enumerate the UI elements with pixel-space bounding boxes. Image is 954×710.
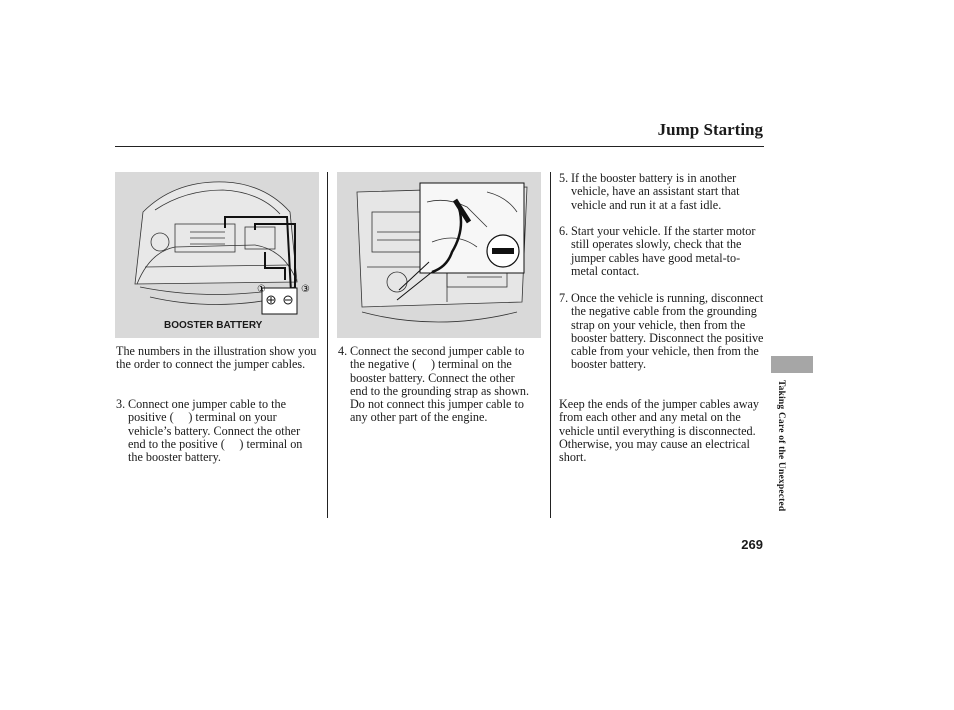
step-4 xyxy=(338,345,534,425)
page-title: Jump Starting xyxy=(657,120,763,139)
step-5-text: If the booster battery is in another vehicle, have an assistant start that vehicle and run it at a fast idle. xyxy=(571,171,740,212)
grounding-strap-drawing xyxy=(337,172,541,338)
section-tab xyxy=(771,356,813,373)
step-3-text: Connect one jumper cable to the positive ( ) terminal on your vehicle’s battery. Connect the other end to the positive ( ) terminal on the booster battery. xyxy=(128,397,303,465)
step-6-number: 6. xyxy=(559,224,569,238)
step-4-number: 4. xyxy=(338,344,348,358)
step-7 xyxy=(559,292,767,372)
step-3-number: 3. xyxy=(116,397,126,411)
section-label: Taking Care of the Unexpected xyxy=(776,380,786,512)
step-4-text: Connect the second jumper cable to the negative ( ) terminal on the booster battery. Connect the other end to the grounding strap as shown. Do not connect this jumper cable to any other part of the engine. xyxy=(350,344,530,425)
callout-1: ① xyxy=(257,284,266,295)
step-6 xyxy=(559,225,761,278)
engine-bay-illustration-positive xyxy=(115,172,319,338)
step-3 xyxy=(116,398,316,464)
intro-paragraph: The numbers in the illustration show you the order to connect the jumper cables. xyxy=(116,344,317,372)
step-5-number: 5. xyxy=(559,171,569,185)
column-divider-1 xyxy=(327,172,328,518)
step-7-text: Once the vehicle is running, disconnect the negative cable from the grounding strap on your vehicle, then from the booster battery. Disconnect the positive cable from your vehicle, then from the booster battery. xyxy=(571,291,764,372)
engine-bay-drawing xyxy=(115,172,319,338)
engine-bay-illustration-ground xyxy=(337,172,541,338)
figure-caption: BOOSTER BATTERY xyxy=(164,320,263,331)
page-number: 269 xyxy=(741,537,763,552)
header-rule xyxy=(115,146,764,147)
step-7-number: 7. xyxy=(559,291,569,305)
step-6-text: Start your vehicle. If the starter motor still operates slowly, check that the jumper cables have good metal-to-metal contact. xyxy=(571,224,756,278)
outro-paragraph: Keep the ends of the jumper cables away from each other and any metal on the vehicle until everything is disconnected. Otherwise, you may cause an electrical short. xyxy=(559,397,759,465)
column-divider-2 xyxy=(550,172,551,518)
callout-3: ③ xyxy=(301,284,310,295)
step-5 xyxy=(559,172,767,212)
